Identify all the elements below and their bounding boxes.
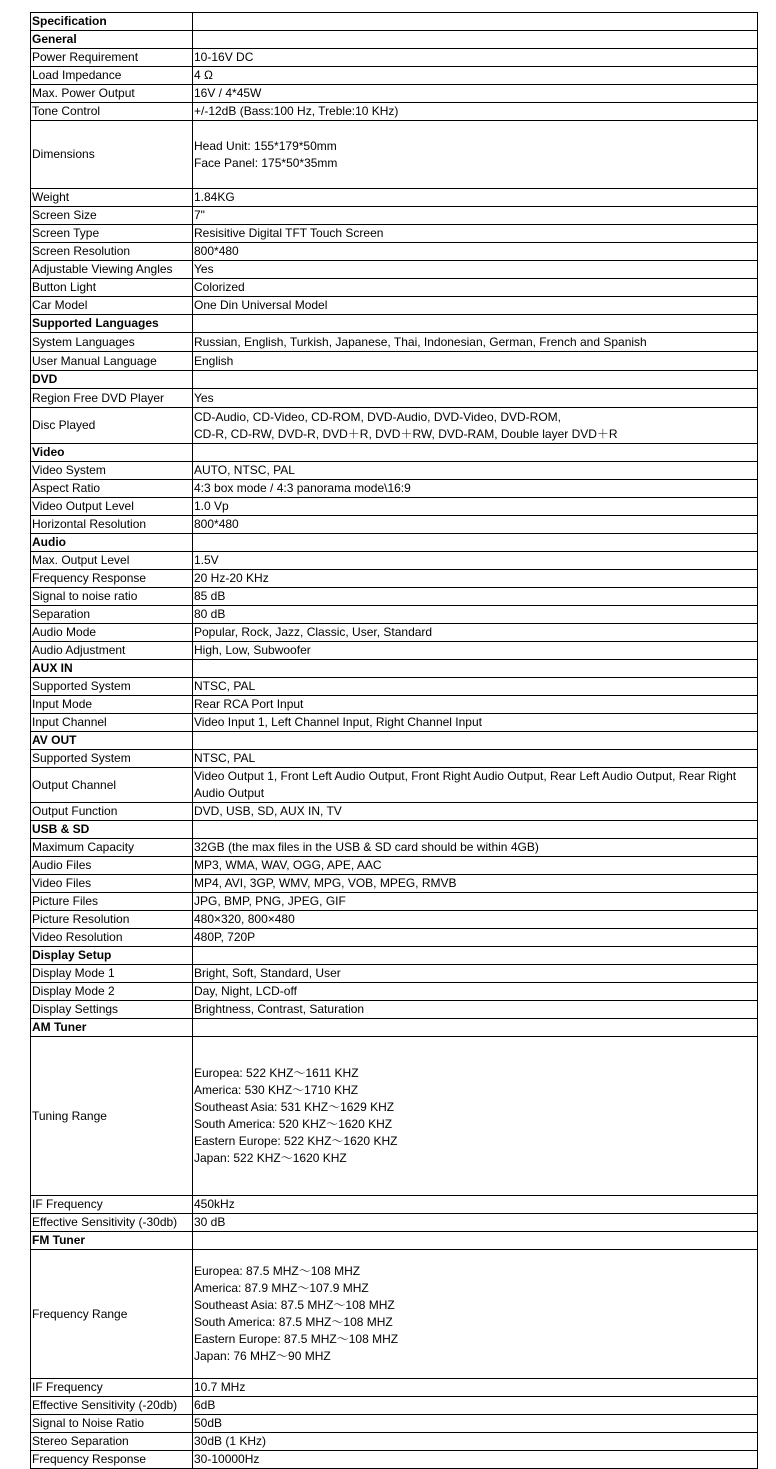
spec-value — [193, 696, 758, 714]
specification-table — [30, 12, 758, 1469]
table-row — [31, 588, 758, 606]
spec-label: Video Resolution — [31, 929, 193, 947]
spec-label: Max. Power Output — [31, 85, 193, 103]
spec-value-line: 80 dB — [194, 607, 226, 621]
spec-label: Car Model — [31, 297, 193, 315]
spec-value — [193, 480, 758, 498]
spec-value-line: CD-R, CD-RW, DVD-R, DVD＋R, DVD＋RW, DVD-RAM, Double layer DVD＋R — [194, 426, 618, 441]
section-header-row — [31, 534, 758, 552]
spec-value-line: Yes — [194, 390, 214, 405]
spec-value-line: America: 87.9 MHZ～107.9 MHZ — [194, 1281, 369, 1295]
section-header: AV OUT — [31, 732, 193, 750]
table-row — [31, 1379, 758, 1397]
spec-value-line: Head Unit: 155*179*50mm — [194, 138, 337, 153]
spec-value-line: 800*480 — [194, 517, 239, 531]
spec-label: Signal to noise ratio — [31, 588, 193, 606]
table-row — [31, 552, 758, 570]
section-header-empty-cell — [193, 732, 758, 750]
spec-value-line: Eastern Europe: 87.5 MHZ～108 MHZ — [194, 1332, 399, 1346]
spec-value — [193, 1037, 758, 1196]
spec-value-line: Southeast Asia: 531 KHZ～1629 KHZ — [194, 1100, 395, 1114]
table-row — [31, 297, 758, 315]
spec-label: Adjustable Viewing Angles — [31, 261, 193, 279]
spec-value — [193, 67, 758, 85]
table-row — [31, 498, 758, 516]
spec-value — [193, 189, 758, 207]
spec-value-line: 4:3 box mode / 4:3 panorama mode\16:9 — [194, 481, 411, 495]
spec-value-line: Popular, Rock, Jazz, Classic, User, Standard — [194, 625, 433, 639]
spec-value — [193, 243, 758, 261]
spec-value-line: 1.84KG — [194, 190, 235, 204]
table-title: Specification — [31, 13, 193, 31]
spec-value — [193, 279, 758, 297]
spec-value — [193, 389, 758, 408]
table-row — [31, 642, 758, 660]
spec-value-line: 85 dB — [194, 589, 226, 603]
spec-value-line: Colorized — [194, 280, 245, 294]
spec-value-line: +/-12dB (Bass:100 Hz, Treble:10 KHz) — [194, 104, 399, 118]
section-header: FM Tuner — [31, 1232, 193, 1250]
table-row — [31, 624, 758, 642]
spec-label: Audio Adjustment — [31, 642, 193, 660]
section-header-empty-cell — [193, 1232, 758, 1250]
spec-label: Button Light — [31, 279, 193, 297]
spec-value-line: Eastern Europe: 522 KHZ～1620 KHZ — [194, 1134, 398, 1148]
spec-label: Display Settings — [31, 1001, 193, 1019]
table-row — [31, 606, 758, 624]
spec-value — [193, 1451, 758, 1469]
spec-value-line: Yes — [194, 262, 214, 276]
spec-value-line: 30dB (1 KHz) — [194, 1434, 267, 1448]
spec-value-line: One Din Universal Model — [194, 298, 328, 312]
table-row — [31, 803, 758, 821]
section-header-row — [31, 1232, 758, 1250]
spec-value — [193, 297, 758, 315]
spec-value — [193, 624, 758, 642]
spec-value — [193, 1001, 758, 1019]
table-row — [31, 750, 758, 768]
section-header-empty-cell — [193, 31, 758, 49]
spec-value — [193, 606, 758, 624]
spec-label: Frequency Response — [31, 570, 193, 588]
spec-value-line: Rear RCA Port Input — [194, 697, 304, 711]
section-header: Supported Languages — [31, 315, 193, 333]
section-header-empty-cell — [193, 315, 758, 333]
table-row — [31, 480, 758, 498]
spec-value — [193, 408, 758, 444]
spec-value-line: English — [194, 353, 234, 368]
spec-label: Maximum Capacity — [31, 839, 193, 857]
table-row — [31, 965, 758, 983]
section-header-row — [31, 444, 758, 462]
spec-value-line: Southeast Asia: 87.5 MHZ～108 MHZ — [194, 1298, 395, 1312]
table-row — [31, 696, 758, 714]
table-row — [31, 85, 758, 103]
table-row — [31, 983, 758, 1001]
section-header-empty-cell — [193, 1019, 758, 1037]
spec-label: Video Files — [31, 875, 193, 893]
spec-value — [193, 911, 758, 929]
section-header-row — [31, 1019, 758, 1037]
spec-value — [193, 1415, 758, 1433]
section-header: Audio — [31, 534, 193, 552]
spec-label: Dimensions — [31, 121, 193, 189]
spec-value — [193, 261, 758, 279]
section-header-empty-cell — [193, 947, 758, 965]
spec-value-line: MP3, WMA, WAV, OGG, APE, AAC — [194, 858, 382, 872]
table-row — [31, 1037, 758, 1196]
spec-value — [193, 642, 758, 660]
spec-value-line: Europea: 522 KHZ～1611 KHZ — [194, 1066, 359, 1080]
table-row — [31, 121, 758, 189]
spec-value-line: 1.5V — [194, 553, 219, 567]
spec-label: Load Impedance — [31, 67, 193, 85]
spec-value-line: Day, Night, LCD-off — [194, 984, 297, 998]
spec-value-line: Japan: 522 KHZ～1620 KHZ — [194, 1151, 347, 1165]
spec-value-line: 50dB — [194, 1416, 223, 1430]
spec-value — [193, 1397, 758, 1415]
table-row — [31, 225, 758, 243]
spec-label: Input Channel — [31, 714, 193, 732]
table-row — [31, 570, 758, 588]
section-header-row — [31, 821, 758, 839]
spec-value — [193, 85, 758, 103]
table-row — [31, 1196, 758, 1214]
spec-value-line: JPG, BMP, PNG, JPEG, GIF — [194, 894, 346, 908]
spec-value — [193, 225, 758, 243]
section-header-row — [31, 660, 758, 678]
table-row — [31, 1397, 758, 1415]
spec-value-line: CD-Audio, CD-Video, CD-ROM, DVD-Audio, DVD-Video, DVD-ROM, — [194, 409, 561, 424]
table-row — [31, 1415, 758, 1433]
table-row — [31, 1451, 758, 1469]
spec-value — [193, 49, 758, 67]
spec-value-line: High, Low, Subwoofer — [194, 643, 311, 657]
spec-value-line: America: 530 KHZ～1710 KHZ — [194, 1083, 359, 1097]
spec-label: Picture Resolution — [31, 911, 193, 929]
section-header-row — [31, 315, 758, 333]
spec-label: Effective Sensitivity (-30db) — [31, 1214, 193, 1232]
spec-label: Horizontal Resolution — [31, 516, 193, 534]
section-header: USB & SD — [31, 821, 193, 839]
spec-label: Output Function — [31, 803, 193, 821]
spec-label: Video System — [31, 462, 193, 480]
spec-label: Input Mode — [31, 696, 193, 714]
section-header-empty-cell — [193, 660, 758, 678]
spec-label: Video Output Level — [31, 498, 193, 516]
spec-label: Tuning Range — [31, 1037, 193, 1196]
section-header: Video — [31, 444, 193, 462]
spec-label: Audio Files — [31, 857, 193, 875]
section-header-row — [31, 371, 758, 389]
table-row — [31, 352, 758, 371]
spec-value-line: NTSC, PAL — [194, 751, 256, 765]
spec-value-line: South America: 87.5 MHZ～108 MHZ — [194, 1315, 393, 1329]
spec-value — [193, 1433, 758, 1451]
spec-value — [193, 588, 758, 606]
specification-table-body — [31, 13, 758, 1469]
spec-value-line: South America: 520 KHZ～1620 KHZ — [194, 1117, 393, 1131]
spec-value — [193, 893, 758, 911]
table-row — [31, 67, 758, 85]
spec-value — [193, 875, 758, 893]
spec-label: Stereo Separation — [31, 1433, 193, 1451]
spec-label: Disc Played — [31, 408, 193, 444]
section-header: AM Tuner — [31, 1019, 193, 1037]
spec-value-line: MP4, AVI, 3GP, WMV, MPG, VOB, MPEG, RMVB — [194, 876, 457, 890]
spec-value-line: 450kHz — [194, 1197, 235, 1211]
spec-label: Display Mode 1 — [31, 965, 193, 983]
spec-value — [193, 462, 758, 480]
spec-label: Effective Sensitivity (-20db) — [31, 1397, 193, 1415]
spec-value-line: Bright, Soft, Standard, User — [194, 966, 341, 980]
spec-label: Tone Control — [31, 103, 193, 121]
spec-value — [193, 750, 758, 768]
spec-label: Signal to Noise Ratio — [31, 1415, 193, 1433]
table-row — [31, 389, 758, 408]
spec-value-line: NTSC, PAL — [194, 679, 256, 693]
table-row — [31, 261, 758, 279]
spec-value — [193, 498, 758, 516]
spec-label: Screen Size — [31, 207, 193, 225]
spec-label: Region Free DVD Player — [31, 389, 193, 408]
spec-value — [193, 768, 758, 803]
spec-label: Power Requirement — [31, 49, 193, 67]
spec-value — [193, 333, 758, 352]
section-header-empty-cell — [193, 821, 758, 839]
table-row — [31, 911, 758, 929]
spec-value-line: 800*480 — [194, 244, 239, 258]
table-row — [31, 462, 758, 480]
spec-value-line: 7" — [194, 208, 205, 222]
spec-value-line: Brightness, Contrast, Saturation — [194, 1002, 365, 1016]
spec-value — [193, 1214, 758, 1232]
table-row — [31, 408, 758, 444]
spec-label: IF Frequency — [31, 1196, 193, 1214]
spec-label: Separation — [31, 606, 193, 624]
spec-value-line: 6dB — [194, 1398, 216, 1412]
spec-label: Frequency Range — [31, 1250, 193, 1379]
spec-value — [193, 103, 758, 121]
spec-value-line: Face Panel: 175*50*35mm — [194, 155, 338, 170]
spec-value-line: 16V / 4*45W — [194, 86, 262, 100]
table-row — [31, 49, 758, 67]
table-row — [31, 839, 758, 857]
spec-value — [193, 207, 758, 225]
spec-label: Max. Output Level — [31, 552, 193, 570]
spec-value — [193, 121, 758, 189]
spec-value-line: 30 dB — [194, 1215, 226, 1229]
spec-value — [193, 839, 758, 857]
spec-value — [193, 516, 758, 534]
table-row — [31, 1214, 758, 1232]
section-header: General — [31, 31, 193, 49]
spec-value — [193, 678, 758, 696]
spec-value-line: Japan: 76 MHZ～90 MHZ — [194, 1349, 331, 1363]
section-header: AUX IN — [31, 660, 193, 678]
spec-value-line: AUTO, NTSC, PAL — [194, 463, 295, 477]
spec-label: Supported System — [31, 750, 193, 768]
spec-label: Picture Files — [31, 893, 193, 911]
spec-label: Frequency Response — [31, 1451, 193, 1469]
spec-value-line: 480P, 720P — [194, 930, 256, 944]
spec-value — [193, 552, 758, 570]
spec-value — [193, 965, 758, 983]
spec-value-line: 4 Ω — [194, 68, 213, 82]
table-row — [31, 189, 758, 207]
table-row — [31, 243, 758, 261]
spec-label: Audio Mode — [31, 624, 193, 642]
spec-value-line: Russian, English, Turkish, Japanese, Thai, Indonesian, German, French and Spanish — [194, 334, 647, 349]
spec-value-line: Resisitive Digital TFT Touch Screen — [194, 226, 384, 240]
spec-label: Screen Resolution — [31, 243, 193, 261]
spec-value — [193, 1250, 758, 1379]
spec-value-line: 480×320, 800×480 — [194, 912, 295, 926]
spec-value — [193, 570, 758, 588]
spec-label: System Languages — [31, 333, 193, 352]
spec-label: Weight — [31, 189, 193, 207]
spec-value — [193, 929, 758, 947]
section-header-row — [31, 732, 758, 750]
spec-label: Supported System — [31, 678, 193, 696]
section-header: Display Setup — [31, 947, 193, 965]
section-header-empty-cell — [193, 444, 758, 462]
spec-label: Screen Type — [31, 225, 193, 243]
section-header-empty-cell — [193, 534, 758, 552]
spec-label: Output Channel — [31, 768, 193, 803]
spec-label: IF Frequency — [31, 1379, 193, 1397]
spec-value-line: 20 Hz-20 KHz — [194, 571, 269, 585]
table-row — [31, 207, 758, 225]
table-row — [31, 714, 758, 732]
table-row — [31, 857, 758, 875]
spec-value-line: DVD, USB, SD, AUX IN, TV — [194, 804, 342, 818]
section-header: DVD — [31, 371, 193, 389]
spec-value-line: 1.0 Vp — [194, 499, 229, 513]
spec-value-line: 10-16V DC — [194, 50, 254, 64]
table-row — [31, 1250, 758, 1379]
spec-value-line: 30-10000Hz — [194, 1452, 260, 1466]
spec-value-line: Video Output 1, Front Left Audio Output, Front Right Audio Output, Rear Left Audio Output, Rear Right Audio Output — [194, 769, 737, 800]
table-row — [31, 929, 758, 947]
table-title-row — [31, 13, 758, 31]
spec-value — [193, 983, 758, 1001]
spec-label: Display Mode 2 — [31, 983, 193, 1001]
spec-value — [193, 352, 758, 371]
table-row — [31, 333, 758, 352]
spec-value — [193, 1196, 758, 1214]
section-header-row — [31, 947, 758, 965]
section-header-row — [31, 31, 758, 49]
spec-label: User Manual Language — [31, 352, 193, 371]
table-row — [31, 875, 758, 893]
table-row — [31, 1001, 758, 1019]
spec-label: Aspect Ratio — [31, 480, 193, 498]
spec-value-line: 10.7 MHz — [194, 1380, 246, 1394]
table-title-empty-cell — [193, 13, 758, 31]
table-row — [31, 768, 758, 803]
spec-value — [193, 857, 758, 875]
table-row — [31, 103, 758, 121]
spec-value — [193, 714, 758, 732]
section-header-empty-cell — [193, 371, 758, 389]
spec-value — [193, 803, 758, 821]
table-row — [31, 678, 758, 696]
table-row — [31, 516, 758, 534]
spec-value-line: Video Input 1, Left Channel Input, Right Channel Input — [194, 715, 482, 729]
table-row — [31, 893, 758, 911]
spec-value-line: 32GB (the max files in the USB & SD card should be within 4GB) — [194, 840, 539, 854]
spec-value-line: Europea: 87.5 MHZ～108 MHZ — [194, 1264, 361, 1278]
spec-value — [193, 1379, 758, 1397]
table-row — [31, 279, 758, 297]
table-row — [31, 1433, 758, 1451]
